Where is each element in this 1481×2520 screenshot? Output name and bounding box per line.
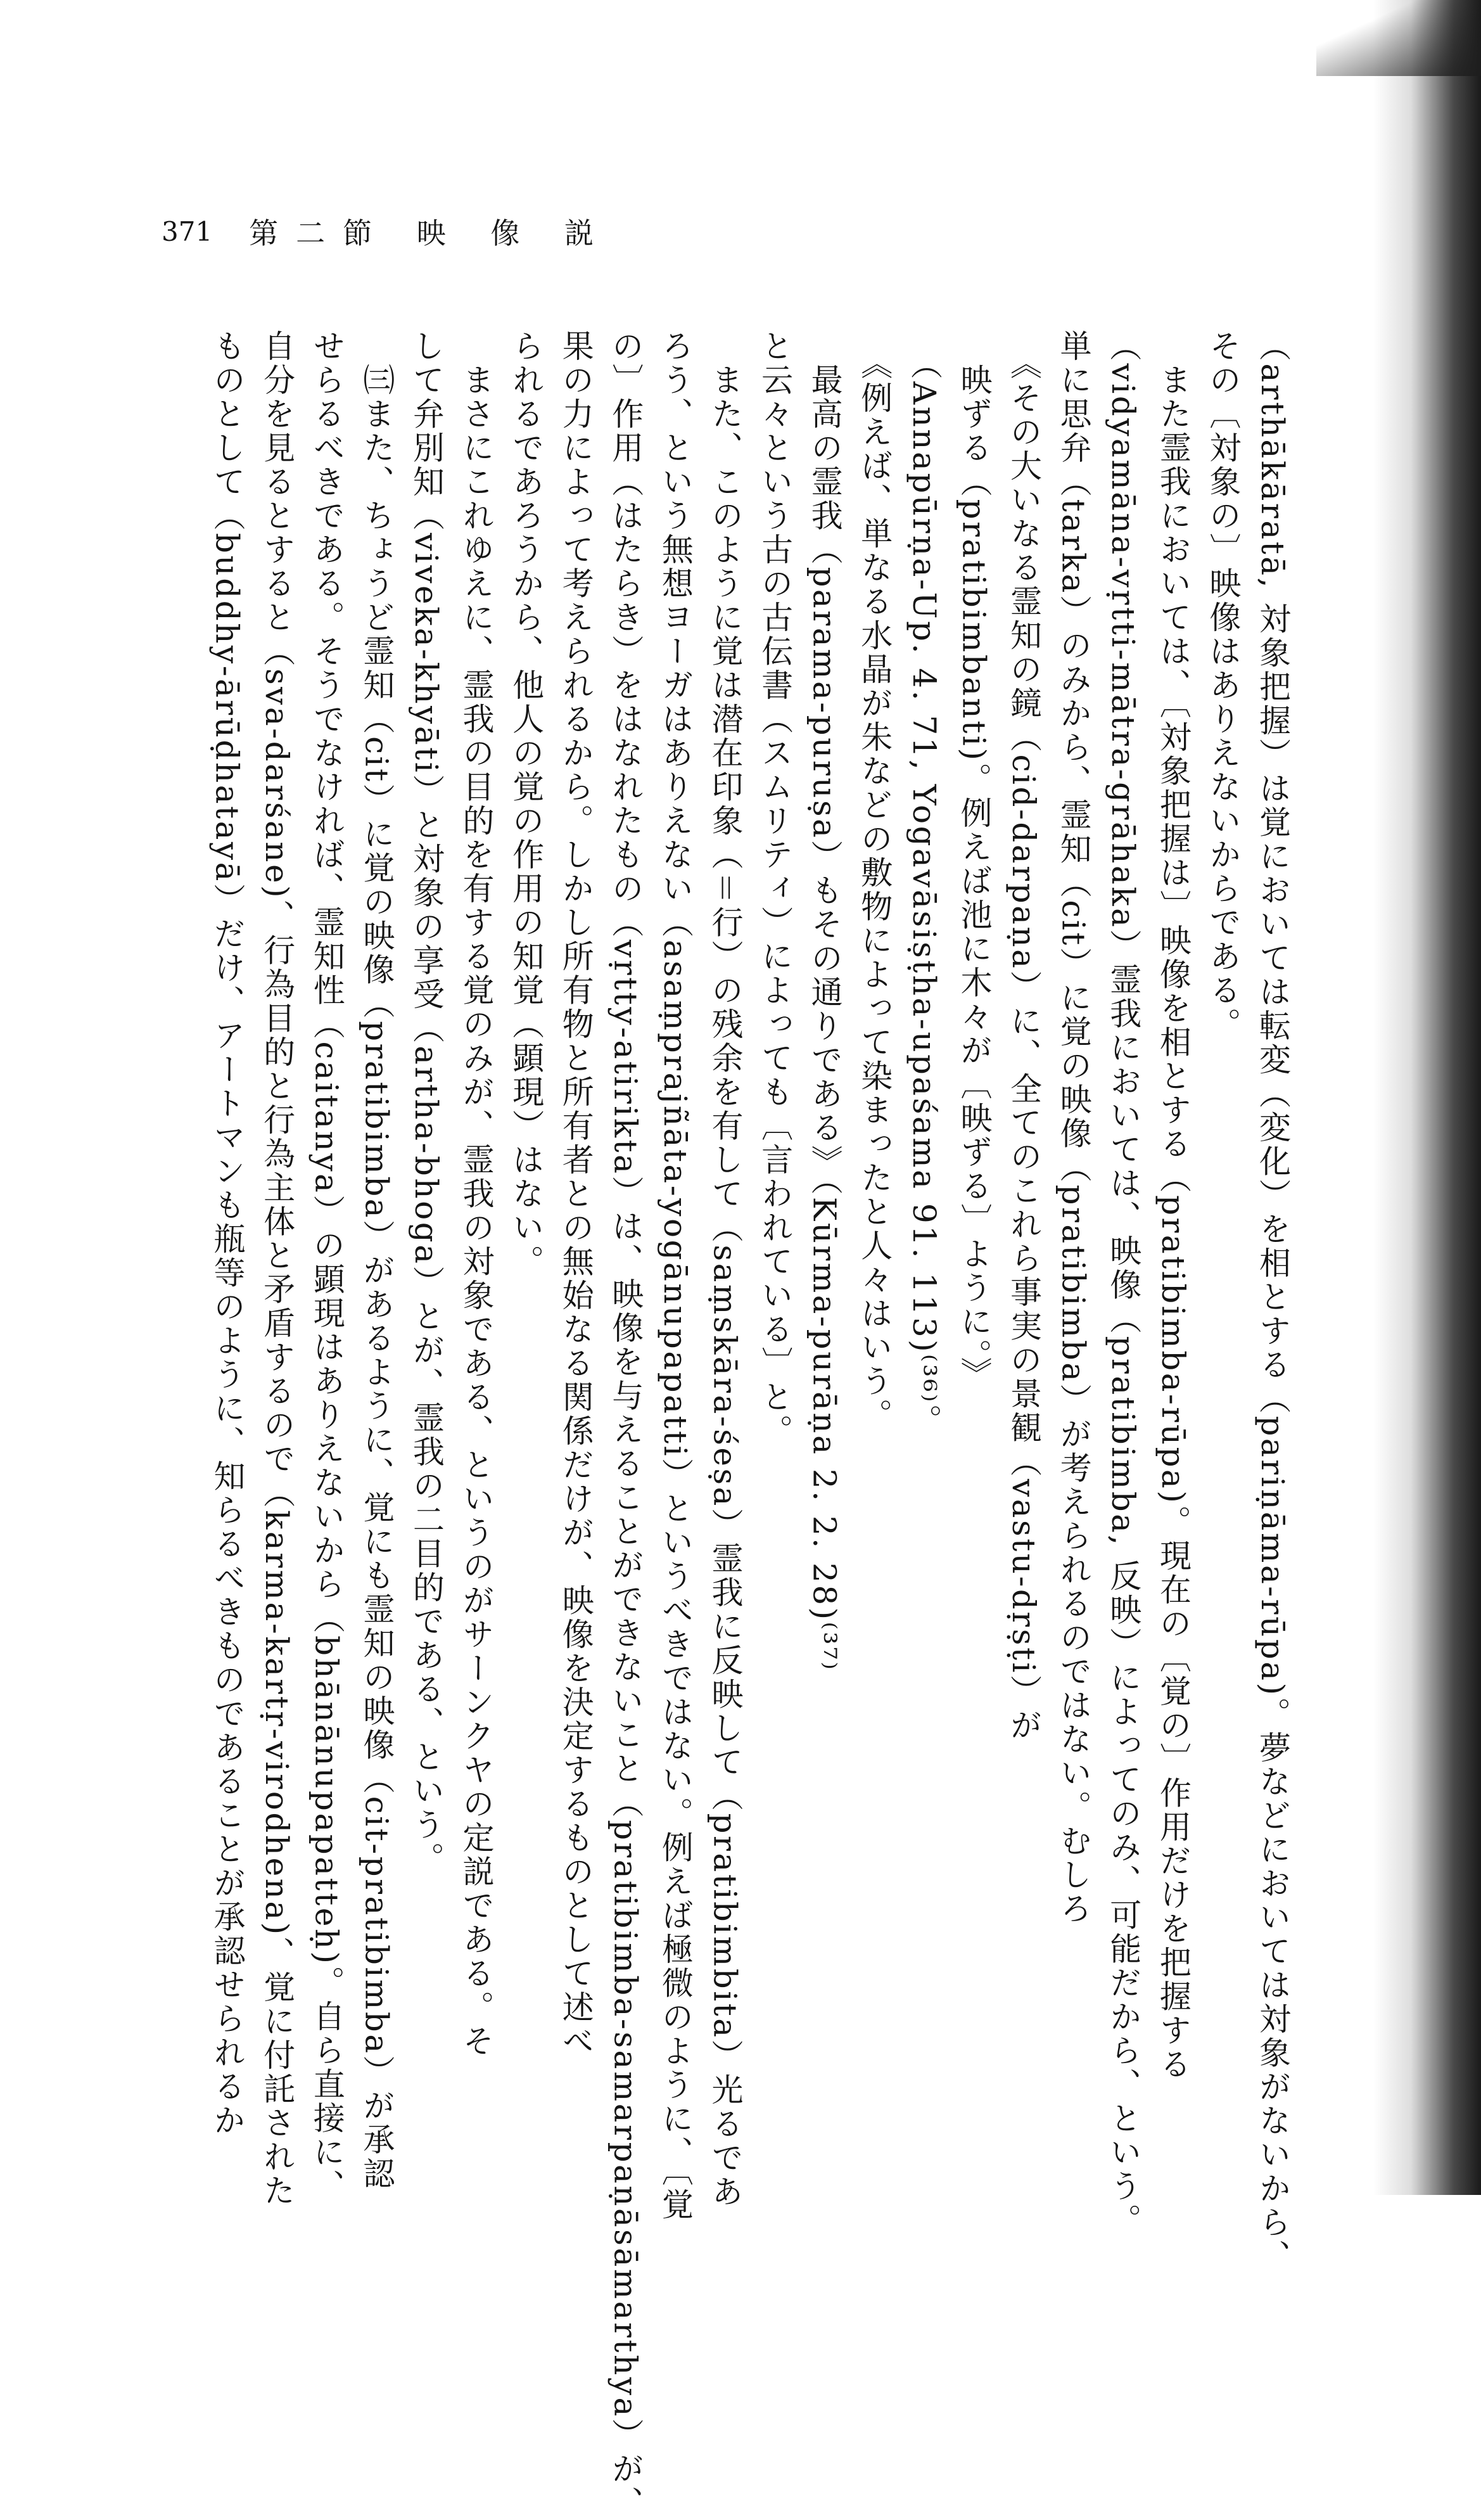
- binding-corner-shadow: [1316, 0, 1481, 76]
- text-line: ろう、という無想ヨーガはありえない（asaṃprajñāta-yogānupapatti）というべきではない。例えば極微のように、〔覚: [656, 329, 694, 2222]
- text-line: また、このように覚は潜在印象（＝行）の残余を有して（saṃskāra-śeṣa）霊我に反映して（pratibimbita）光るであ: [706, 329, 744, 2210]
- vertical-body-text: [163, 329, 1297, 2520]
- text-line: 単に思弁（tarka）のみから、霊知（cit）に覚の映像（pratibimba）が考えられるのではない。むしろ: [1055, 329, 1092, 1926]
- text-line: その〔対象の〕映像はありえないからである。: [1204, 329, 1242, 1042]
- quote-line: 《例えば、単なる水晶が朱などの敷物によって染まったと人々はいう。: [856, 329, 893, 1433]
- text-line: して弁別知（viveka-khyāti）と対象の享受（artha-bhoga）とが、霊我の二目的である、という。: [407, 329, 445, 1876]
- text-line: ㈢また、ちょうど霊知（cit）に覚の映像（pratibimba）があるように、覚にも霊知の映像（cit-pratibimba）が承認: [358, 329, 395, 2191]
- text-line: まさにこれゆえに、霊我の目的を有する覚のみが、霊我の対象である、というのがサーンクヤの定説である。そ: [457, 329, 495, 2059]
- binding-shadow: [1373, 0, 1481, 2195]
- text-line: ものとして（buddhy-ārūḍhatayā）だけ、アートマンも瓶等のように、知らるべきものであることが承認せられるか: [208, 329, 246, 2138]
- citation-line: （Annapūrṇa-Up. 4. 71, Yogavāsiṣṭha-upaśama 91. 113)⁽³⁶⁾。: [905, 329, 943, 1438]
- text-line: また霊我においては、〔対象把握は〕映像を相とする（pratibimba-rūpa)。現在の〔覚の〕作用だけを把握する: [1154, 329, 1192, 2082]
- quote-line: 《その大いなる霊知の鏡（cid-darpaṇa）に、全てのこれら事実の景観（vastu-dṛṣṭi）が: [1005, 329, 1043, 1743]
- text-line: せらるべきである。そうでなければ、霊知性（caitanya）の顕現はありえないから（bhānānupapatteḥ)。自ら直接に、: [308, 329, 345, 2204]
- text-line: 自分を見るとすると（sva-darśane)、行為目的と行為主体と矛盾するので（karma-kartṛ-virodhena)、覚に付託された: [258, 329, 296, 2208]
- running-header: [162, 212, 611, 250]
- text-line: （arthākāratā, 対象把握）は覚においては転変（変化）を相とする（pariṇāma-rūpa)。夢などにおいては対象がないから、: [1254, 329, 1291, 2274]
- running-title: 第二節 映 像 説: [249, 216, 612, 250]
- text-line: （vidyamāna-vṛtti-mātra-grāhaka）霊我においては、映像（pratibimba, 反映）によってのみ、可能だから、という。: [1105, 329, 1142, 2238]
- text-line: 果の力によって考えられるから。しかし所有物と所有者との無始なる関係だけが、映像を決定するものとして述べ: [557, 329, 594, 2059]
- text-line: と云々という古の古伝書（スムリティ）によっても〔言われている〕と。: [756, 329, 794, 1449]
- text-line: られるであろうから、他人の覚の作用の知覚（顕現）はない。: [507, 329, 545, 1279]
- quote-line: 最高の霊我（parama-puruṣa）もその通りである》（Kūrma-purāṇa 2. 2. 28)⁽³⁷⁾: [806, 329, 843, 1672]
- page-number: 371: [162, 215, 213, 247]
- text-line: の〕作用（はたらき）をはなれたもの（vṛtty-atirikta）は、映像を与えることができないこと（pratibimba-samarpaṇāsāmarthya）が、: [607, 329, 644, 2520]
- quote-line: 映ずる（pratibimbanti)。例えば池に木々が〔映ずる〕ように。》: [955, 329, 993, 1391]
